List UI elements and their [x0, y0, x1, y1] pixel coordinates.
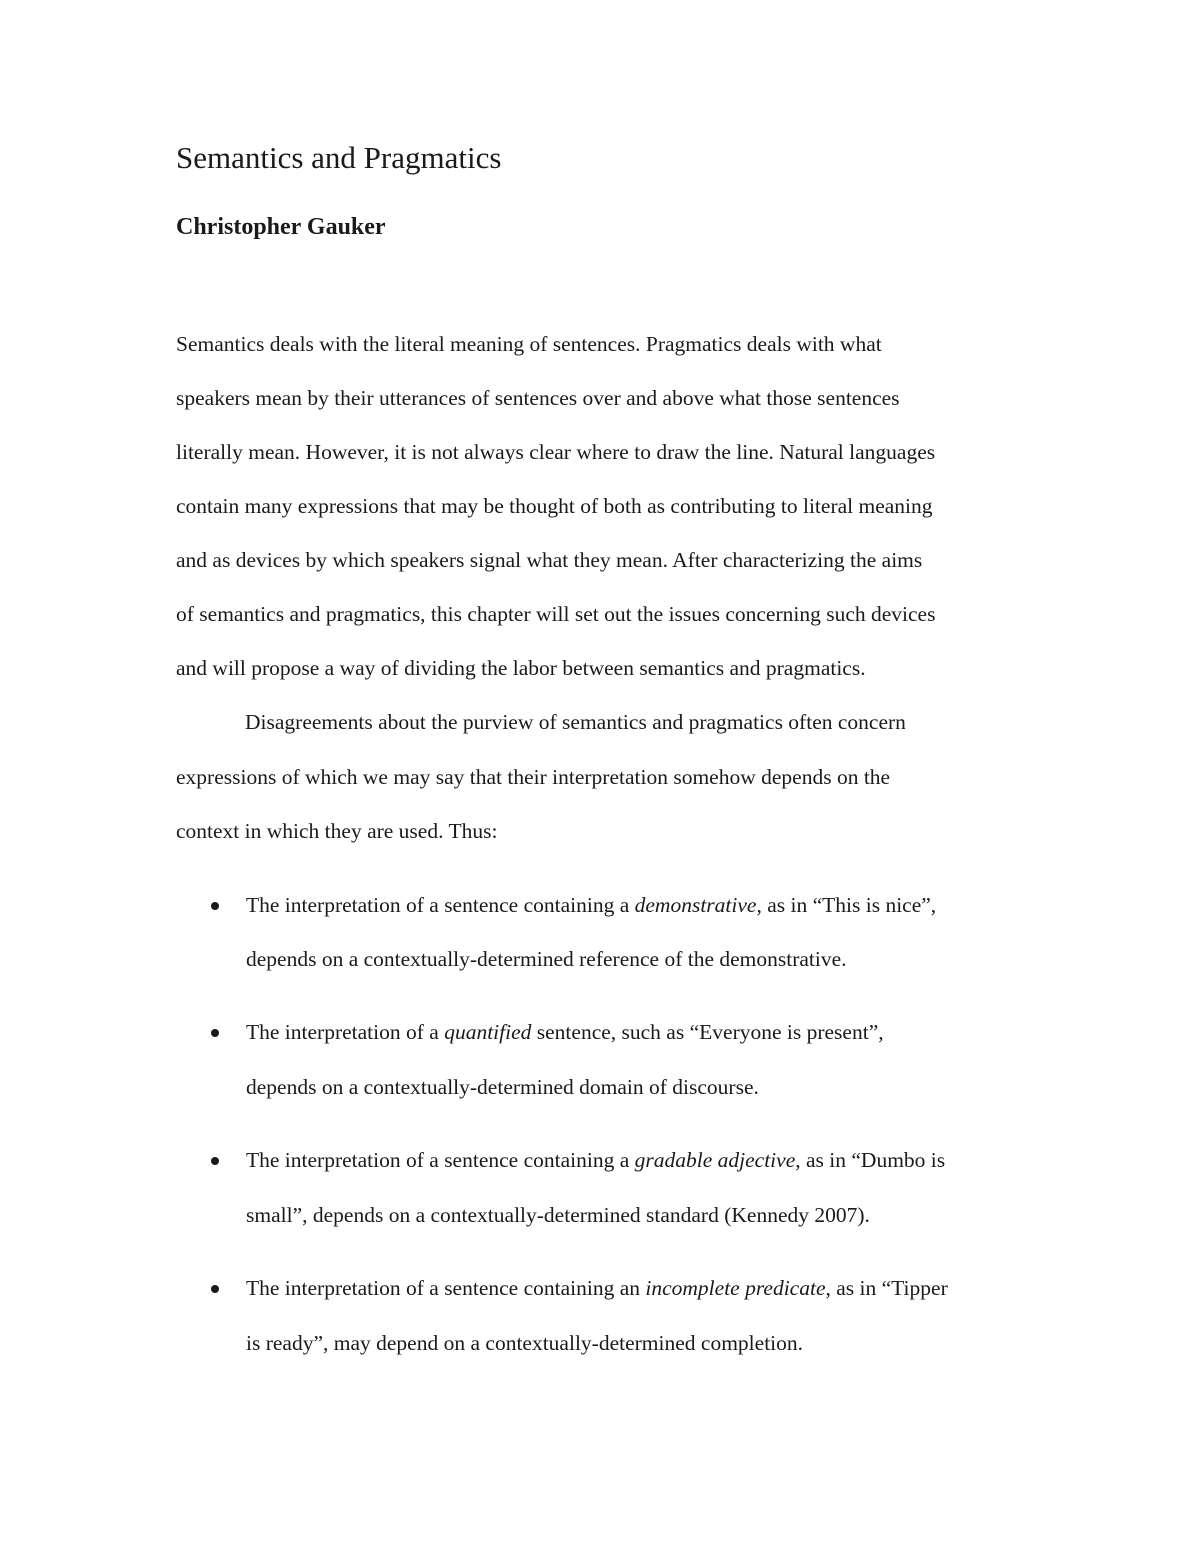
text-line: and will propose a way of dividing the labor between semantics and pragmatics. [176, 656, 866, 680]
text-line: small”, depends on a contextually-determined standard (Kennedy 2007). [246, 1203, 870, 1227]
bullet-icon [211, 902, 219, 910]
term-italic: incomplete predicate [645, 1276, 826, 1300]
text-run: The interpretation of a sentence containing a [246, 893, 635, 917]
text-run: The interpretation of a sentence containing a [246, 1148, 635, 1172]
author-name: Christopher Gauker [176, 214, 386, 240]
text-line [246, 1150, 945, 1172]
text-run: The interpretation of a [246, 1020, 445, 1044]
text-run: , as in “Tipper [825, 1276, 948, 1300]
text-line: speakers mean by their utterances of sentences over and above what those sentences [176, 386, 900, 410]
term-italic: demonstrative [634, 893, 757, 917]
text-run: sentence, such as “Everyone is present”, [531, 1020, 884, 1044]
text-line: literally mean. However, it is not always clear where to draw the line. Natural languages [176, 440, 936, 464]
text-line: and as devices by which speakers signal what they mean. After characterizing the aims [176, 548, 923, 572]
text-run: , as in “This is nice”, [756, 893, 937, 917]
text-line: context in which they are used. Thus: [176, 819, 498, 843]
text-line: is ready”, may depend on a contextually-determined completion. [246, 1331, 804, 1355]
bullet-icon [211, 1285, 219, 1293]
text-line [246, 1022, 884, 1044]
page-title: Semantics and Pragmatics [176, 140, 502, 175]
text-line: depends on a contextually-determined domain of discourse. [246, 1075, 759, 1099]
term-italic: quantified [444, 1020, 532, 1044]
text-line: Semantics deals with the literal meaning of sentences. Pragmatics deals with what [176, 332, 882, 356]
term-italic: gradable adjective [634, 1148, 796, 1172]
text-line: depends on a contextually-determined reference of the demonstrative. [246, 947, 847, 971]
text-run: , as in “Dumbo is [795, 1148, 946, 1172]
text-line [246, 1278, 948, 1300]
text-line: Disagreements about the purview of semantics and pragmatics often concern [245, 710, 906, 734]
text-line: contain many expressions that may be thought of both as contributing to literal meaning [176, 494, 933, 518]
text-line: expressions of which we may say that their interpretation somehow depends on the [176, 765, 891, 789]
bullet-icon [211, 1157, 219, 1165]
bullet-icon [211, 1029, 219, 1037]
text-line: of semantics and pragmatics, this chapter will set out the issues concerning such devices [176, 602, 936, 626]
text-line [246, 895, 936, 917]
text-run: The interpretation of a sentence containing an [246, 1276, 646, 1300]
